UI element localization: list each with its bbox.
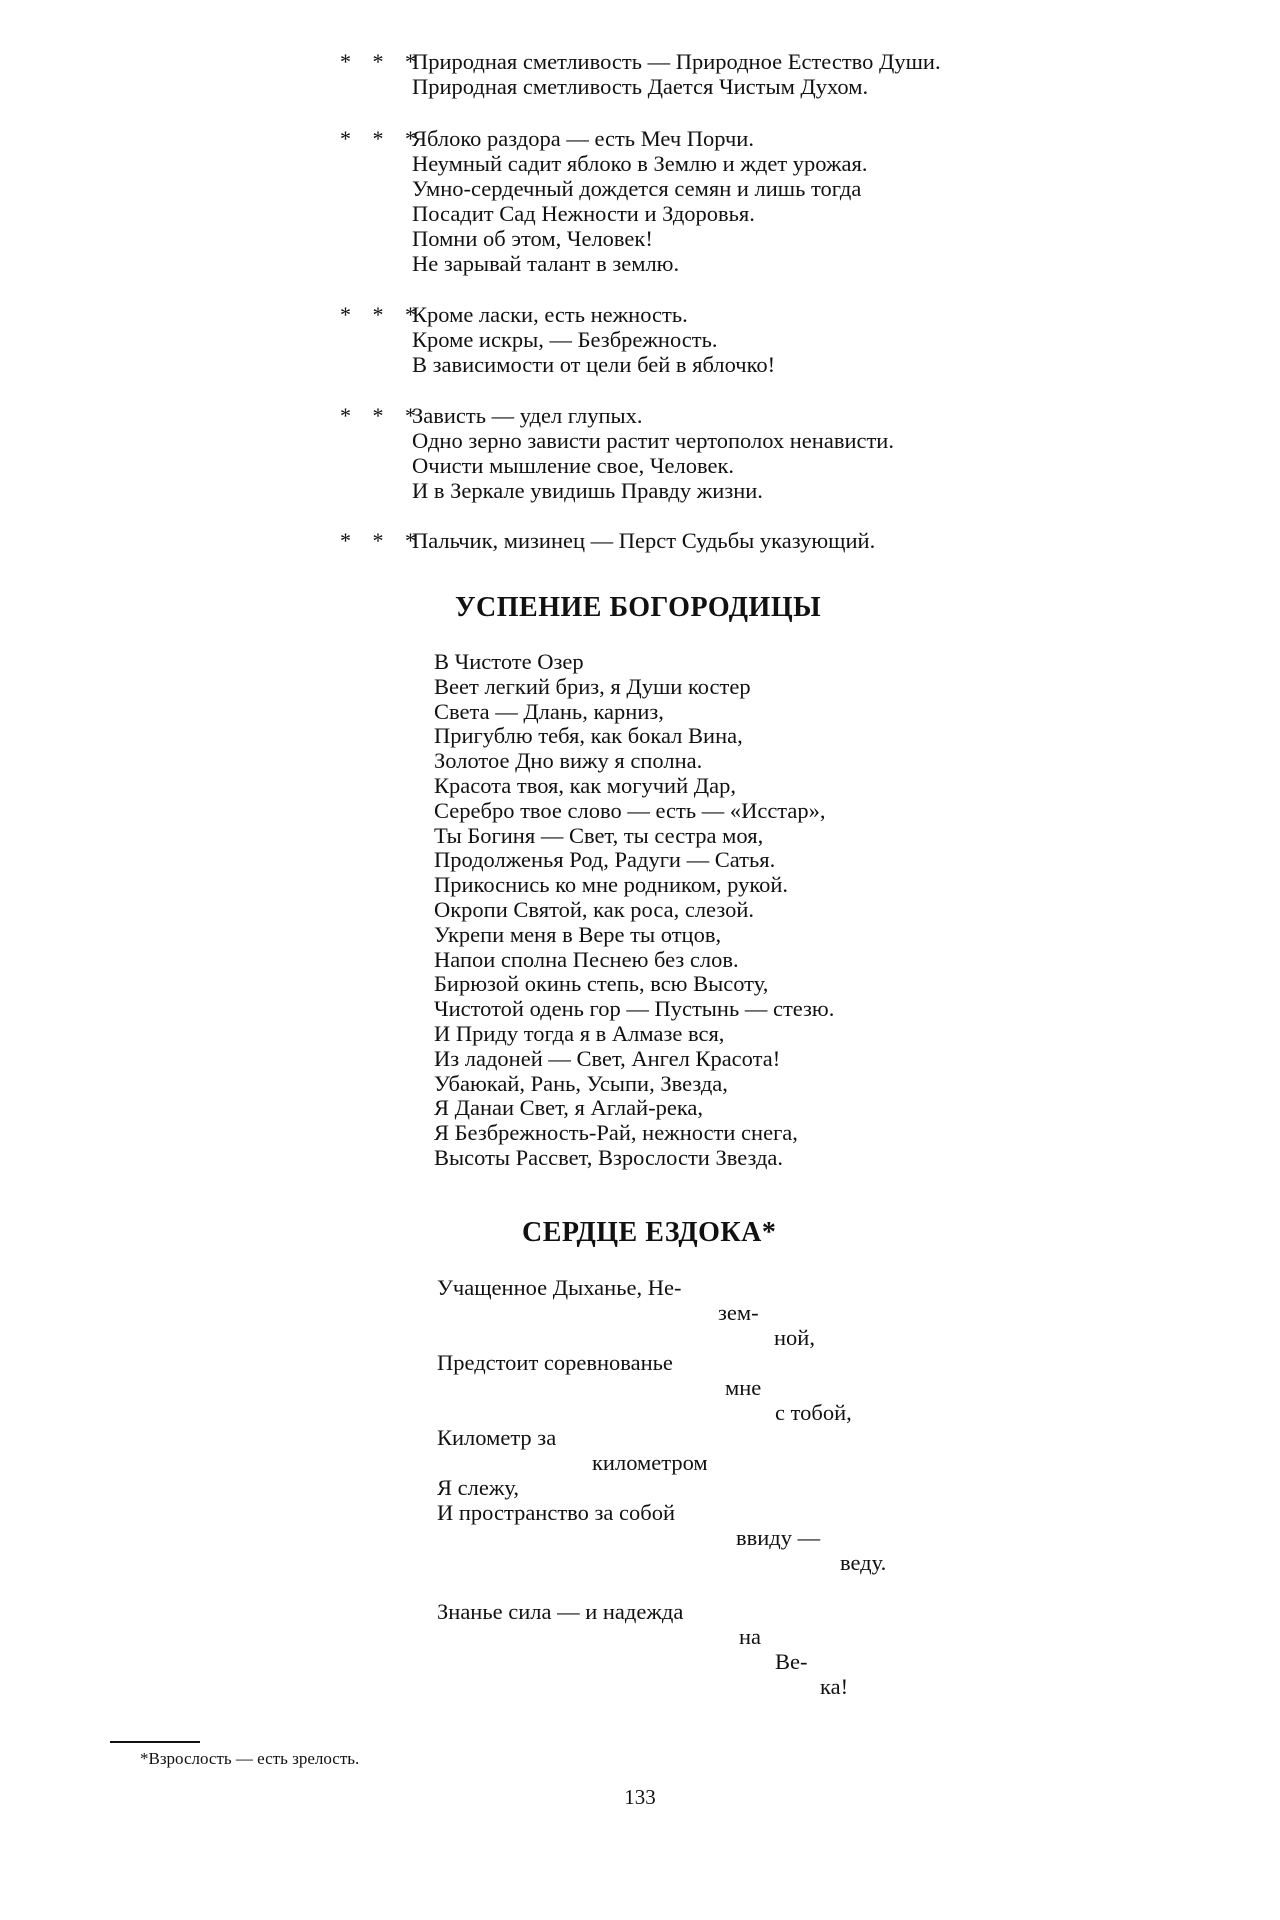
stanza-marker: * * * [340, 403, 424, 428]
text-line: Помни об этом, Человек! [412, 226, 653, 251]
poem-line: на [739, 1624, 762, 1649]
footnote-rule [110, 1741, 200, 1743]
text-line: В зависимости от цели бей в яблочко! [412, 352, 776, 377]
text-line: Зависть — удел глупых. [412, 403, 643, 428]
poem-line: И Приду тогда я в Алмазе вся, [434, 1020, 725, 1046]
poem-line: Света — Длань, карниз, [434, 698, 664, 724]
text-line: Не зарывай талант в землю. [412, 251, 680, 276]
poem-line: километром [592, 1450, 708, 1475]
poem-line: Бирюзой окинь степь, всю Высоту, [434, 971, 769, 997]
poem-line: Предстоит соревнованье [437, 1350, 673, 1375]
poem-line: Укрепи меня в Вере ты отцов, [434, 921, 722, 947]
aphorism-stanza [340, 302, 775, 377]
poem-line: Учащенное Дыханье, Не- [437, 1275, 682, 1300]
poem-line: Напои сполна Песнею без слов. [434, 946, 739, 972]
poem-line: Ве- [775, 1649, 808, 1674]
poem-line: Я Безбрежность-Рай, нежности снега, [434, 1120, 798, 1146]
poem-line: В Чистоте Озер [434, 649, 584, 674]
text-line: Одно зерно зависти растит чертополох ненависти. [412, 428, 894, 453]
aphorism-stanza [340, 403, 894, 503]
poem-line: Окропи Святой, как роса, слезой. [434, 896, 754, 922]
text-line: Кроме ласки, есть нежность. [412, 302, 688, 327]
poem-line: Знанье сила — и надежда [437, 1599, 684, 1624]
poem-line: ка! [820, 1674, 849, 1699]
poem-line: И пространство за собой [437, 1500, 675, 1525]
poem-line: Серебро твое слово — есть — «Исстар», [434, 797, 826, 823]
text-line: Кроме искры, — Безбрежность. [412, 327, 718, 352]
poem-line: Чистотой одень гор — Пустынь — стезю. [434, 996, 835, 1022]
stanza-marker: * * * [340, 528, 424, 553]
poem-line: Веет легкий бриз, я Души костер [434, 673, 751, 699]
stanza-marker: * * * [340, 126, 424, 151]
stanza-marker: * * * [340, 49, 424, 74]
poem-body [434, 650, 834, 1171]
poem-line: Золотое Дно вижу я сполна. [434, 748, 703, 774]
poem-line: ной, [774, 1325, 815, 1350]
stanza-marker: * * * [340, 302, 424, 327]
footnote: *Взрослость — есть зрелость. [140, 1749, 360, 1768]
poem-title: СЕРДЦЕ ЕЗДОКА* [522, 1217, 777, 1248]
text-line: Неумный садит яблоко в Землю и ждет урожая. [412, 151, 868, 176]
poem-line: Убаюкай, Рань, Усыпи, Звезда, [434, 1070, 728, 1096]
poem-line: Из ладоней — Свет, Ангел Красота! [434, 1045, 781, 1071]
poem-line: Красота твоя, как могучий Дар, [434, 772, 736, 798]
aphorism-stanza [340, 126, 867, 276]
poem-line: веду. [840, 1550, 887, 1575]
poem-line: Продолженья Род, Радуги — Сатья. [434, 847, 776, 873]
poem-line: Прикоснись ко мне родником, рукой. [434, 872, 789, 898]
poem-line: с тобой, [775, 1400, 852, 1425]
poem-line: Высоты Рассвет, Взрослости Звезда. [434, 1144, 784, 1170]
aphorism-stanza [340, 49, 941, 99]
text-line: Очисти мышление свое, Человек. [412, 453, 735, 478]
text-line: Яблоко раздора — есть Меч Порчи. [412, 126, 754, 151]
text-line: Посадит Сад Нежности и Здоровья. [412, 201, 755, 226]
poem-line: Ты Богиня — Свет, ты сестра моя, [434, 822, 764, 848]
text-line: Умно-сердечный дождется семян и лишь тогда [412, 176, 862, 201]
poem-line: ввиду — [736, 1525, 821, 1550]
aphorism-stanza [340, 528, 875, 553]
page-number: 133 [624, 1785, 656, 1809]
poem-line: мне [725, 1375, 762, 1400]
poem-line: зем- [718, 1300, 759, 1325]
poem-line: Километр за [437, 1425, 557, 1450]
text-line: И в Зеркале увидишь Правду жизни. [412, 478, 763, 503]
poem-line: Я Данаи Свет, я Аглай-река, [434, 1095, 704, 1121]
poem-line: Я слежу, [437, 1475, 520, 1500]
poem-title: УСПЕНИЕ БОГОРОДИЦЫ [455, 592, 822, 623]
poem-line: Пригублю тебя, как бокал Вина, [434, 723, 743, 749]
text-line: Природная сметливость — Природное Естество Души. [412, 49, 941, 74]
text-line: Природная сметливость Дается Чистым Духом. [412, 74, 869, 99]
text-line: Пальчик, мизинец — Перст Судьбы указующий. [412, 528, 876, 553]
